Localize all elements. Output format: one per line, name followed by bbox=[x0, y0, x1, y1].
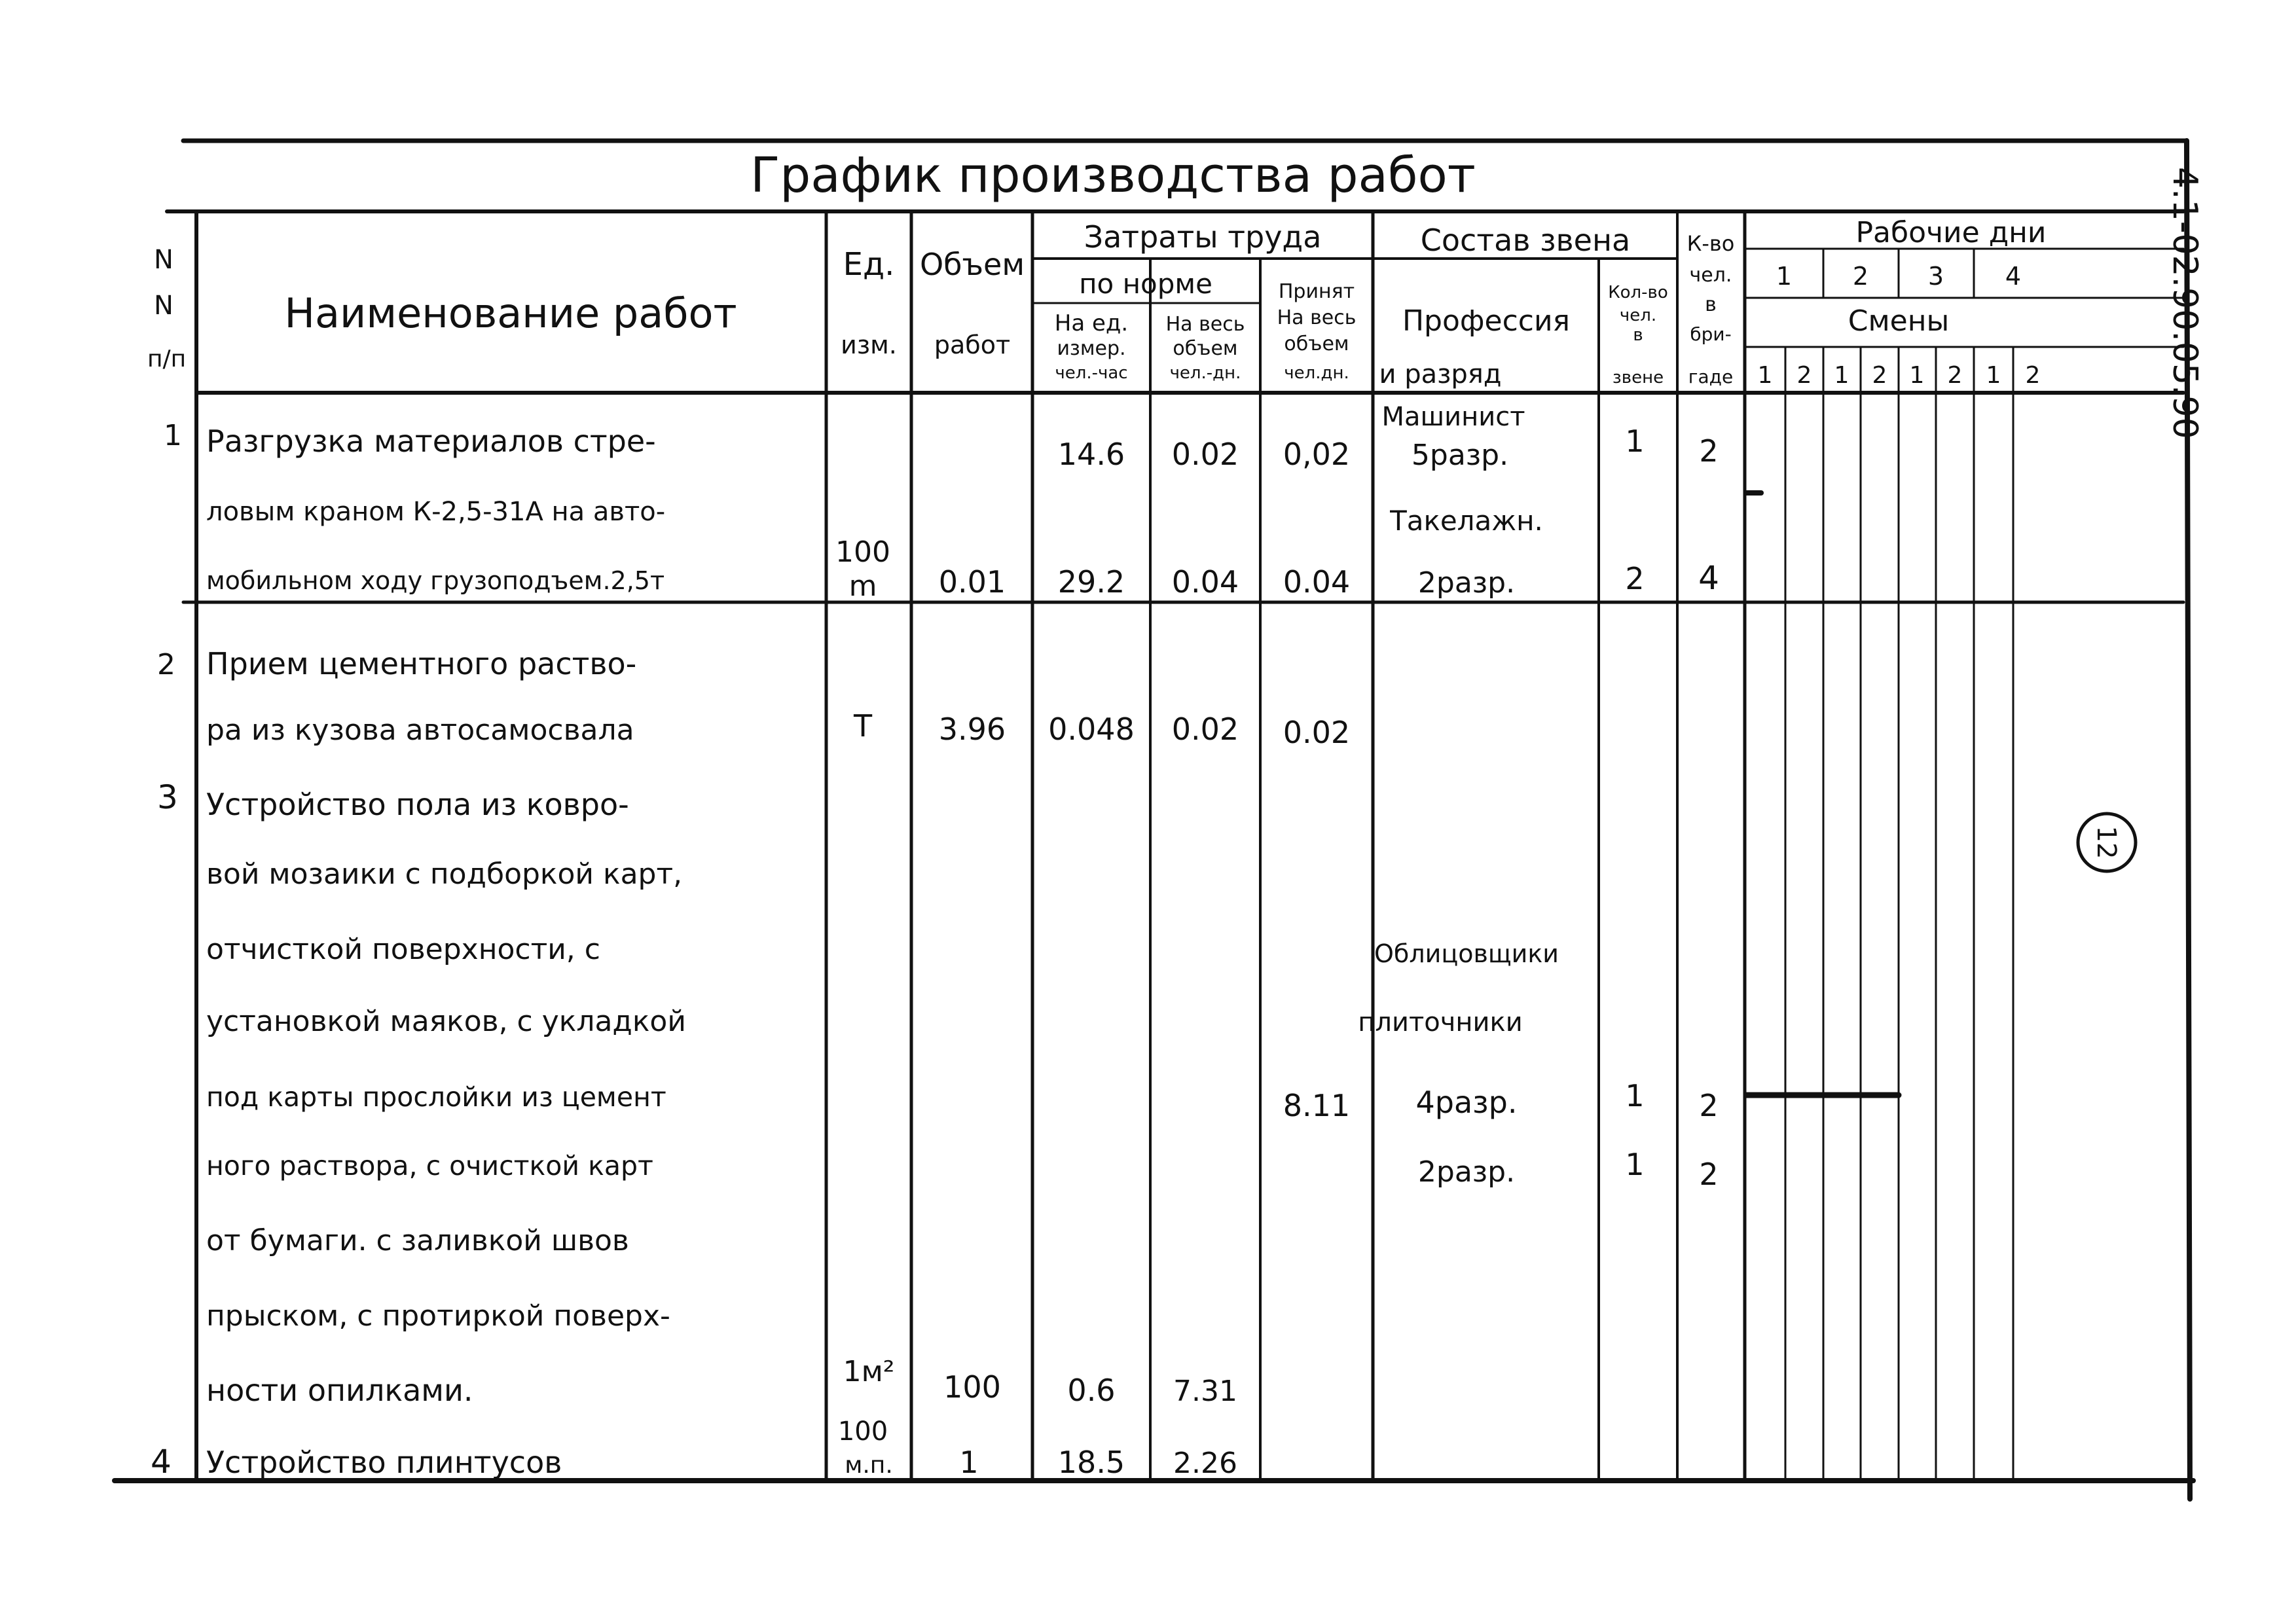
profession-header: Профессия bbox=[1402, 304, 1571, 338]
qty-brigade-header: бри- bbox=[1690, 323, 1732, 345]
row-number: 3 bbox=[157, 778, 178, 816]
page-number: 12 bbox=[2091, 825, 2121, 859]
shift-label: 1 bbox=[1909, 362, 1925, 389]
accepted-cell: 0.04 bbox=[1283, 564, 1351, 600]
per-unit-header: На ед. bbox=[1054, 310, 1129, 336]
accepted-header: чел.дн. bbox=[1284, 363, 1349, 383]
qty-crew-header: звене bbox=[1612, 368, 1664, 388]
by-norm-header: по норме bbox=[1079, 268, 1212, 300]
accepted-header: Принят bbox=[1278, 280, 1355, 303]
col-num-label: N bbox=[154, 291, 173, 321]
unit-cell: м.п. bbox=[845, 1452, 893, 1479]
qty-brigade-header: чел. bbox=[1689, 264, 1732, 287]
shifts-header: Смены bbox=[1848, 304, 1950, 338]
volume-cell: 1 bbox=[959, 1445, 979, 1480]
qty-crew-cell: 1 bbox=[1625, 1078, 1645, 1113]
profession-cell: 5разр. bbox=[1411, 439, 1509, 472]
unit-cell: 100 bbox=[835, 535, 890, 569]
per-unit-cell: 29.2 bbox=[1057, 564, 1125, 600]
col-volume-header: работ bbox=[934, 331, 1011, 359]
unit-cell: 100 bbox=[837, 1416, 888, 1447]
qty-brigade-header: гаде bbox=[1688, 366, 1734, 388]
accepted-header: объем bbox=[1284, 333, 1349, 355]
page-title: График производства работ bbox=[750, 147, 1476, 204]
shift-label: 1 bbox=[1986, 362, 2001, 389]
accepted-header: На весь bbox=[1277, 306, 1357, 329]
per-volume-cell: 0.04 bbox=[1171, 564, 1239, 600]
work-name-line: Устройство плинтусов bbox=[206, 1445, 562, 1480]
qty-crew-cell: 1 bbox=[1625, 424, 1645, 459]
profession-cell: плиточники bbox=[1358, 1007, 1523, 1038]
profession-cell: Машинист bbox=[1381, 402, 1525, 432]
qty-crew-header: в bbox=[1633, 325, 1643, 345]
per-volume-header: На весь bbox=[1165, 313, 1245, 336]
work-name-line: ловым краном К-2,5-31А на авто- bbox=[206, 497, 666, 527]
per-unit-header: измер. bbox=[1057, 337, 1126, 360]
per-volume-header: объем bbox=[1173, 337, 1238, 360]
document-code: 4.1-02.90.05.90 bbox=[2165, 167, 2204, 439]
table-row bbox=[157, 646, 1350, 750]
volume-cell: 3.96 bbox=[938, 712, 1006, 747]
row-number: 1 bbox=[164, 419, 182, 452]
qty-brigade-cell: 2 bbox=[1699, 1088, 1719, 1123]
table-row bbox=[164, 402, 1719, 603]
work-name-line: Прием цементного раство- bbox=[206, 646, 637, 681]
work-name-line: прыском, с протиркой поверх- bbox=[206, 1299, 670, 1333]
unit-cell: 1м² bbox=[843, 1355, 895, 1388]
qty-brigade-cell: 4 bbox=[1698, 559, 1719, 597]
table-row bbox=[157, 778, 1719, 1408]
row-number: 2 bbox=[157, 648, 175, 681]
work-name-line: ра из кузова автосамосвала bbox=[206, 713, 634, 747]
col-num-label: п/п bbox=[147, 346, 187, 372]
profession-header: и разряд bbox=[1379, 359, 1502, 389]
work-name-line: ности опилками. bbox=[206, 1373, 473, 1408]
work-name-line: под карты прослойки из цемент bbox=[206, 1081, 666, 1113]
work-name-line: от бумаги. с заливкой швов bbox=[206, 1224, 629, 1257]
col-volume-header: Объем bbox=[919, 247, 1025, 282]
profession-cell: 2разр. bbox=[1417, 566, 1516, 600]
qty-crew-cell: 1 bbox=[1625, 1147, 1645, 1182]
work-name-line: ного раствора, с очисткой карт bbox=[206, 1150, 653, 1182]
work-name-line: Устройство пола из ковро- bbox=[206, 787, 629, 822]
profession-cell: Такелажн. bbox=[1390, 505, 1543, 537]
qty-brigade-cell: 2 bbox=[1699, 1157, 1719, 1192]
work-days-header: Рабочие дни bbox=[1855, 216, 2047, 249]
qty-brigade-cell: 2 bbox=[1699, 433, 1719, 469]
per-volume-cell: 0.02 bbox=[1171, 712, 1239, 747]
qty-brigade-header: К-во bbox=[1686, 231, 1735, 256]
per-unit-header: чел.-час bbox=[1055, 363, 1128, 383]
shift-label: 2 bbox=[1947, 362, 1963, 389]
work-name-line: вой мозаики с подборкой карт, bbox=[206, 857, 683, 891]
per-volume-cell: 7.31 bbox=[1173, 1375, 1237, 1408]
qty-crew-cell: 2 bbox=[1625, 561, 1645, 596]
per-unit-cell: 0.048 bbox=[1048, 712, 1135, 747]
profession-cell: 4разр. bbox=[1415, 1085, 1518, 1120]
accepted-cell: 0,02 bbox=[1283, 437, 1351, 472]
shift-label: 1 bbox=[1834, 362, 1850, 389]
per-volume-cell: 0.02 bbox=[1171, 437, 1239, 472]
work-name-line: установкой маяков, с укладкой bbox=[206, 1005, 686, 1038]
shift-label: 1 bbox=[1757, 362, 1773, 389]
profession-cell: 2разр. bbox=[1417, 1155, 1516, 1189]
page-number-stamp bbox=[2078, 814, 2136, 871]
profession-cell: Облицовщики bbox=[1374, 939, 1559, 968]
work-name-line: отчисткой поверхности, с bbox=[206, 933, 600, 966]
accepted-cell: 0.02 bbox=[1283, 715, 1351, 750]
unit-cell: m bbox=[848, 569, 877, 603]
table-row bbox=[151, 1416, 1237, 1481]
col-num-label: N bbox=[154, 245, 173, 275]
accepted-cell: 8.11 bbox=[1283, 1088, 1351, 1123]
volume-cell: 0.01 bbox=[938, 564, 1006, 600]
day-label: 2 bbox=[1852, 262, 1869, 291]
col-unit-header: изм. bbox=[841, 331, 897, 359]
qty-crew-header: чел. bbox=[1619, 306, 1657, 325]
shift-label: 2 bbox=[2025, 362, 2041, 389]
per-volume-header: чел.-дн. bbox=[1169, 363, 1241, 383]
crew-header: Состав звена bbox=[1420, 223, 1631, 258]
day-label: 1 bbox=[1776, 262, 1793, 291]
qty-crew-header: Кол-во bbox=[1608, 283, 1668, 302]
work-name-line: мобильном ходу грузоподъем.2,5т bbox=[206, 566, 665, 595]
row-number: 4 bbox=[151, 1443, 172, 1481]
qty-brigade-header: в bbox=[1705, 293, 1717, 316]
per-volume-cell: 2.26 bbox=[1173, 1447, 1237, 1480]
per-unit-cell: 18.5 bbox=[1057, 1445, 1125, 1480]
day-label: 4 bbox=[2005, 262, 2022, 291]
per-unit-cell: 14.6 bbox=[1057, 437, 1125, 472]
unit-cell: Т bbox=[853, 708, 873, 744]
work-name-line: Разгрузка материалов стре- bbox=[206, 424, 656, 459]
col-unit-header: Ед. bbox=[843, 246, 895, 283]
day-label: 3 bbox=[1927, 262, 1944, 291]
col-name-header: Наименование работ bbox=[284, 289, 737, 337]
shift-label: 2 bbox=[1796, 362, 1812, 389]
labor-costs-header: Затраты труда bbox=[1084, 219, 1322, 255]
volume-cell: 100 bbox=[943, 1369, 1001, 1405]
per-unit-cell: 0.6 bbox=[1067, 1373, 1116, 1408]
shift-label: 2 bbox=[1872, 362, 1887, 389]
